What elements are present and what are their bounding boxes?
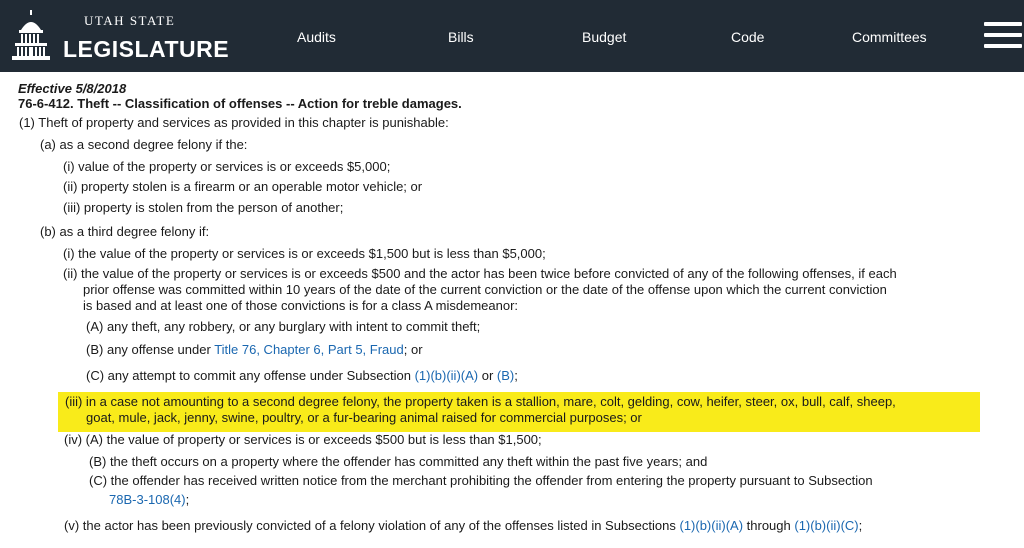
subsection-text: through (743, 518, 795, 533)
subsection-1b-iv-C-line2 (109, 492, 189, 508)
subsection-1b-i: (i) the value of the property or services is or exceeds $1,500 but is less than $5,000; (63, 246, 546, 261)
subsection-label: (b) (40, 224, 56, 239)
subsection-1b-ii-C-link[interactable]: (1)(b)(ii)(C) (794, 518, 859, 533)
hamburger-menu-icon[interactable] (984, 22, 1022, 50)
subsection-1b-ii-A-link[interactable]: (1)(b)(ii)(A) (679, 518, 744, 533)
nav-audits[interactable]: Audits (297, 29, 336, 45)
nav-bills[interactable]: Bills (448, 29, 474, 45)
subsection-label: (a) (40, 137, 56, 152)
subsection-text: the actor has been previously convicted of a felony violation of any of the offenses listed in Subsections (82, 518, 680, 533)
subsection-text: ; or (403, 342, 423, 357)
subsection-text: or (478, 368, 497, 383)
subsection-1b-ii-A-link[interactable]: (1)(b)(ii)(A) (414, 368, 479, 383)
subsection-1b-ii-C (86, 368, 518, 384)
subsection-label: (v) (64, 518, 80, 533)
subsection-1a-ii: (ii) property stolen is a firearm or an operable motor vehicle; or (63, 179, 423, 194)
nav-committees[interactable]: Committees (852, 29, 927, 45)
subsection-label: (1) (19, 115, 35, 130)
subsection-B-link[interactable]: (B) (496, 368, 515, 383)
subsection-1b-iii-line1: (iii) in a case not amounting to a second degree felony, the property taken is a stallion, mare, colt, gelding, cow, heifer, steer, ox, bull, calf, sheep, (65, 394, 896, 409)
subsection-1a (40, 137, 247, 153)
subsection-label: (C) (86, 368, 105, 383)
brand-subtitle: UTAH STATE (84, 13, 176, 28)
subsection-text: as a second degree felony if the: (59, 137, 248, 152)
capitol-dome-logo-icon[interactable] (12, 10, 50, 62)
subsection-1b-iv-B: (B) the theft occurs on a property where the offender has committed any theft within the past five years; and (89, 454, 708, 469)
subsection-1b-iii-line2: goat, mule, jack, jenny, swine, poultry, or a fur-bearing animal raised for commercial purposes; or (86, 410, 642, 425)
brand-title[interactable]: LEGISLATURE (63, 36, 230, 62)
nav-code[interactable]: Code (731, 29, 765, 45)
subsection-text: ; (514, 368, 518, 383)
subsection-text: ; (858, 518, 863, 533)
effective-date: Effective 5/8/2018 (18, 81, 127, 96)
subsection-1b-ii-B (86, 342, 423, 358)
subsection-1b-ii-A: (A) any theft, any robbery, or any burglary with intent to commit theft; (86, 319, 481, 334)
subsection-text: as a third degree felony if: (59, 224, 210, 239)
code-78b-3-108-link[interactable]: 78B-3-108(4) (109, 492, 186, 507)
subsection-1a-iii: (iii) property is stolen from the person of another; (63, 200, 344, 215)
subsection-1b-ii-line2: prior offense was committed within 10 years of the date of the current conviction or the date of the offense upon which the current conviction (83, 282, 887, 297)
top-navigation-bar (0, 0, 1024, 72)
subsection-text: ; (185, 492, 190, 507)
subsection-text: any attempt to commit any offense under Subsection (107, 368, 415, 383)
subsection-1b (40, 224, 209, 240)
section-heading: 76-6-412. Theft -- Classification of offenses -- Action for treble damages. (18, 96, 462, 111)
subsection-text: Theft of property and services as provided in this chapter is punishable: (38, 115, 449, 130)
subsection-label: (iv) (64, 432, 83, 447)
subsection-text: (A) the value of property or services is or exceeds $500 but is less than $1,500; (85, 432, 542, 447)
subsection-1b-iv-C-line1: (C) the offender has received written notice from the merchant prohibiting the offender from entering the property pursuant to Subsection (89, 473, 873, 488)
subsection-1 (19, 115, 449, 131)
subsection-1a-i: (i) value of the property or services is or exceeds $5,000; (63, 159, 391, 174)
subsection-1b-iv (64, 432, 542, 448)
nav-budget[interactable]: Budget (582, 29, 627, 45)
subsection-text: any offense under (106, 342, 215, 357)
subsection-1b-v (64, 518, 862, 534)
subsection-label: (B) (86, 342, 104, 357)
subsection-1b-ii-line3: is based and at least one of those convictions is for a class A misdemeanor: (83, 298, 519, 313)
title-76-fraud-link[interactable]: Title 76, Chapter 6, Part 5, Fraud (214, 342, 404, 357)
subsection-1b-ii-line1: (ii) the value of the property or services is or exceeds $500 and the actor has been twice before convicted of any of the following offenses, if each (63, 266, 897, 281)
